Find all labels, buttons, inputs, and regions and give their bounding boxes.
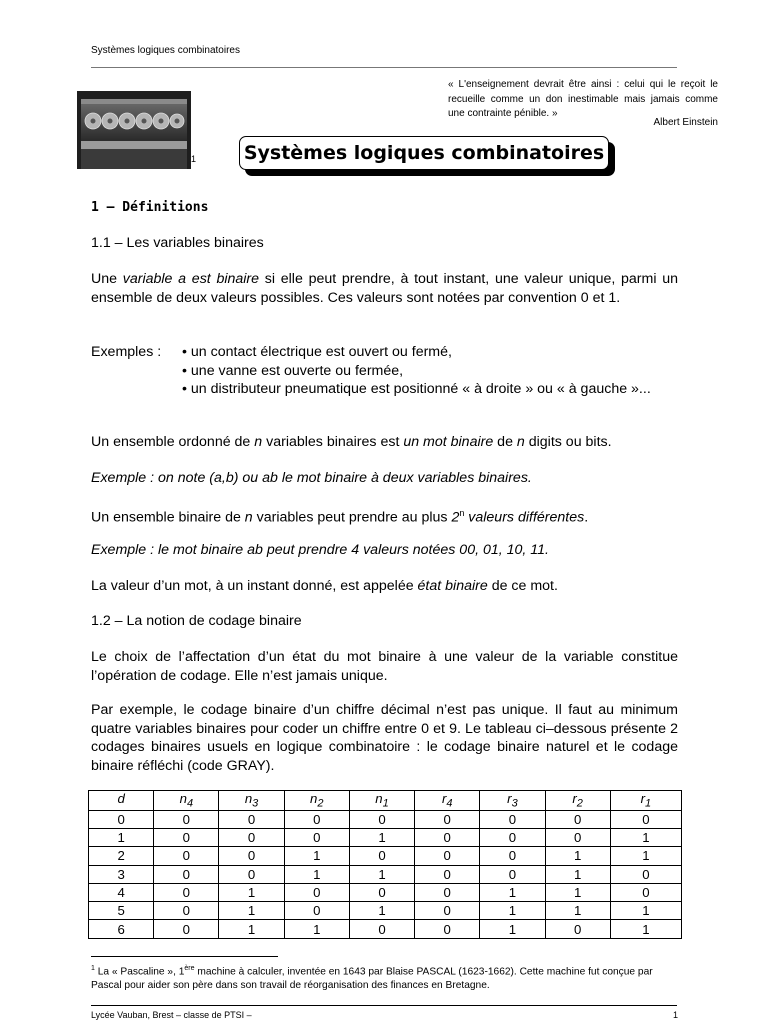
footer-rule (91, 1005, 677, 1006)
paragraph-etat (91, 577, 678, 596)
table-cell: 0 (284, 810, 349, 828)
table-cell: 0 (415, 902, 480, 920)
emphasis-text: n (254, 434, 263, 450)
table-cell: 0 (610, 865, 681, 883)
table-row (89, 883, 682, 901)
list-item-text: une vanne est ouverte ou fermée, (190, 362, 404, 379)
column-header: $n_2$ (284, 791, 349, 811)
header-rule (91, 67, 677, 68)
table-cell: 2 (89, 847, 154, 865)
codage-table (88, 790, 682, 939)
emphasis-text: 2 (451, 509, 460, 526)
column-header: $r_4$ (415, 791, 480, 811)
text-run: variables binaires est (262, 434, 404, 450)
table-cell: 0 (480, 828, 545, 846)
table-cell: 1 (349, 902, 414, 920)
section-heading: 1 – Définitions (91, 200, 209, 215)
column-header: $n_1$ (349, 791, 414, 811)
table-cell: 1 (89, 828, 154, 846)
table-cell: 0 (349, 810, 414, 828)
table-cell: 0 (610, 883, 681, 901)
table-cell: 0 (415, 810, 480, 828)
table-cell: 0 (219, 847, 284, 865)
table-cell: 0 (545, 828, 610, 846)
paragraph-definition (91, 270, 678, 307)
paragraph-codage: Par exemple, le codage binaire d’un chiffre décimal n’est pas unique. Il faut au minimum quatre variables binaires pour coder un chiffre entre 0 et 9. Le tableau ci–dessous présente 2 codages binaires usuels en logique combinatoire : le codage binaire naturel et le codage binaire réfléchi (code GRAY). (91, 702, 678, 774)
table-cell: 1 (545, 847, 610, 865)
table-cell: 0 (349, 920, 414, 938)
table-cell: 0 (219, 828, 284, 846)
table-cell: 1 (219, 902, 284, 920)
table-row (89, 828, 682, 846)
table-cell: 1 (349, 865, 414, 883)
table-cell: 1 (545, 902, 610, 920)
list-item-text: un contact électrique est ouvert ou fermé, (190, 344, 452, 360)
table-cell: 1 (284, 865, 349, 883)
table-cell: 1 (480, 920, 545, 938)
paragraph-valeurs (91, 504, 678, 527)
column-header: $n_3$ (219, 791, 284, 811)
table-cell: 1 (284, 847, 349, 865)
table-cell: 0 (154, 810, 219, 828)
table-cell: 0 (219, 810, 284, 828)
table-row (89, 865, 682, 883)
epigraph-quote: « L'enseignement devrait être ainsi : celui qui le reçoit le recueille comme un don inestimable mais jamais comme une contrainte pénible. » (448, 79, 718, 119)
examples-list (182, 343, 678, 380)
table-cell: 0 (480, 810, 545, 828)
table-cell: 0 (415, 920, 480, 938)
table-cell: 0 (415, 883, 480, 901)
text-run: digits ou bits. (524, 434, 612, 450)
text-run: La valeur d’un mot, à un instant donné, est appelée (91, 578, 418, 594)
table-cell: 0 (545, 810, 610, 828)
table-cell: 0 (154, 828, 219, 846)
table-cell: 0 (219, 865, 284, 883)
emphasis-text: variable a est binaire (122, 271, 260, 287)
table-row (89, 810, 682, 828)
column-header: $r_2$ (545, 791, 610, 811)
table-cell: 0 (284, 828, 349, 846)
table-cell: 0 (415, 828, 480, 846)
example-line: Exemple : on note (a,b) ou ab le mot binaire à deux variables binaires. (91, 470, 532, 486)
text-run: variables peut prendre au plus (252, 509, 452, 526)
table-cell: 1 (349, 828, 414, 846)
table-row (89, 920, 682, 938)
emphasis-text: n (244, 509, 253, 526)
table-cell: 0 (154, 865, 219, 883)
table-cell: 5 (89, 902, 154, 920)
page-title: Systèmes logiques combinatoires (239, 136, 609, 170)
table-cell: 0 (284, 883, 349, 901)
table-cell: 1 (219, 920, 284, 938)
list-item-text: un distributeur pneumatique est positionné « à droite » ou « à gauche »... (190, 381, 651, 397)
table-row (89, 902, 682, 920)
table-cell: 1 (545, 883, 610, 901)
table-cell: 0 (89, 810, 154, 828)
footer-text: Lycée Vauban, Brest – classe de PTSI – (91, 1010, 252, 1020)
table-cell: 0 (415, 865, 480, 883)
table-cell: 0 (545, 920, 610, 938)
text-run: de ce mot. (487, 578, 558, 594)
subsection-heading: 1.2 – La notion de codage binaire (91, 613, 302, 629)
footnote-rule (91, 956, 278, 957)
image-footnote-ref: 1 (191, 154, 197, 164)
text-run: Un ensemble ordonné de (91, 434, 255, 450)
footnote (91, 962, 678, 992)
emphasis-text: un mot binaire (403, 434, 494, 450)
list-item: • un contact électrique est ouvert ou fermé, (182, 344, 452, 360)
table-header-row (89, 791, 682, 811)
table-cell: 1 (219, 883, 284, 901)
table-cell: 0 (349, 883, 414, 901)
table-row (89, 847, 682, 865)
table-cell: 0 (415, 847, 480, 865)
table-cell: 0 (349, 847, 414, 865)
footnote-number: 1 (91, 965, 95, 972)
column-header: d (89, 791, 154, 811)
table-cell: 1 (610, 920, 681, 938)
pascaline-image (77, 91, 191, 169)
emphasis-text: état binaire (417, 578, 488, 594)
table-cell: 1 (610, 902, 681, 920)
table-cell: 0 (154, 847, 219, 865)
examples-label: Exemples : (91, 344, 162, 360)
subsection-heading: 1.1 – Les variables binaires (91, 235, 264, 251)
page-number: 1 (672, 1010, 678, 1020)
paragraph-codage: Le choix de l’affectation d’un état du mot binaire à une valeur de la variable constitue l’opération de codage. Elle n’est jamais unique. (91, 649, 678, 684)
list-item: • un distributeur pneumatique est positionné « à droite » ou « à gauche »... (182, 381, 651, 397)
column-header: $r_3$ (480, 791, 545, 811)
table-cell: 0 (480, 847, 545, 865)
table-cell: 0 (154, 902, 219, 920)
column-header: $r_1$ (610, 791, 681, 811)
list-item: • une vanne est ouverte ou fermée, (182, 362, 404, 379)
table-cell: 6 (89, 920, 154, 938)
text-run: Un ensemble binaire de (91, 509, 245, 526)
text-run: Une (91, 271, 123, 287)
epigraph-author: Albert Einstein (653, 117, 718, 128)
text-run: machine à calculer, inventée en 1643 par Blaise PASCAL (1623-1662). Cette machine fut conçue par Pascal pour aider son père dans son travail de réorganisation des finances en Bretagne. (91, 966, 653, 991)
text-run: de (493, 434, 517, 450)
table-cell: 0 (610, 810, 681, 828)
superscript: ère (184, 965, 195, 972)
column-header: $n_4$ (154, 791, 219, 811)
example-line: Exemple : le mot binaire ab peut prendre 4 valeurs notées 00, 01, 10, 11. (91, 542, 549, 558)
superscript: n (459, 508, 465, 518)
table-cell: 1 (480, 883, 545, 901)
table-cell: 0 (284, 902, 349, 920)
table-cell: 0 (154, 920, 219, 938)
table-cell: 0 (480, 865, 545, 883)
table-cell: 1 (545, 865, 610, 883)
table-cell: 1 (610, 828, 681, 846)
text-run: . (584, 509, 589, 526)
table-cell: 1 (284, 920, 349, 938)
paragraph-mot-binaire (91, 433, 678, 452)
table-cell: 3 (89, 865, 154, 883)
table-cell: 1 (610, 847, 681, 865)
emphasis-text: valeurs différentes (464, 509, 585, 526)
table-cell: 0 (154, 883, 219, 901)
text-run: La « Pascaline », 1 (94, 966, 185, 978)
text-run: si elle peut prendre, à tout instant, une valeur unique, parmi un ensemble de deux valeurs possibles. Ces valeurs sont notées par convention 0 et 1. (91, 271, 679, 306)
emphasis-text: n (516, 434, 525, 450)
table-cell: 4 (89, 883, 154, 901)
running-header: Systèmes logiques combinatoires (91, 45, 240, 56)
table-cell: 1 (480, 902, 545, 920)
